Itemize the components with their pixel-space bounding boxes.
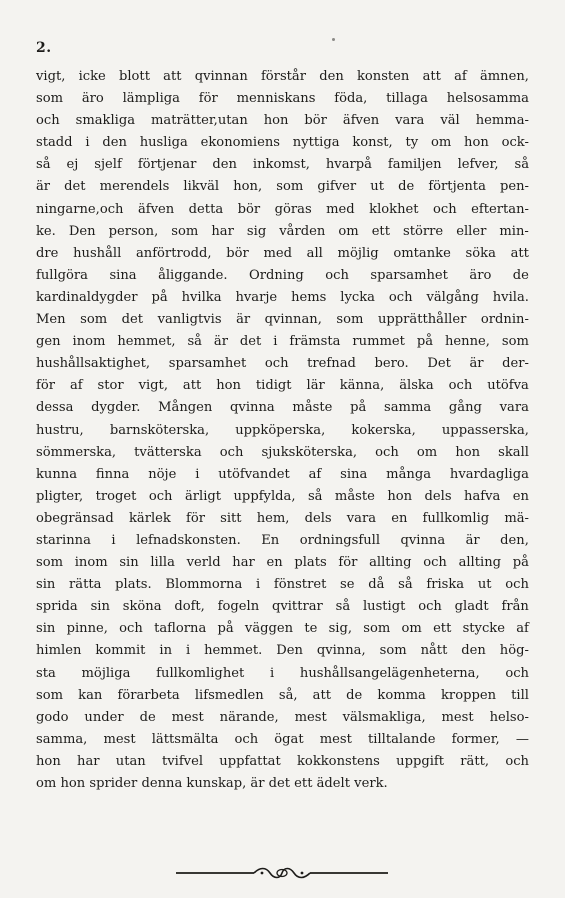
text-line: obegränsad kärlek för sitt hem, dels vara en fullkomlig mä- [36, 510, 529, 526]
text-line: pligter, troget och ärligt uppfylda, så måste hon dels hafva en [36, 488, 529, 504]
text-line: samma, mest lättsmälta och ögat mest tilltalande former, — [36, 731, 529, 747]
text-line: fullgöra sina åliggande. Ordning och sparsamhet äro de [36, 267, 529, 283]
text-line: gen inom hemmet, så är det i främsta rummet på henne, som [36, 334, 529, 350]
text-line: som kan förarbeta lifsmedlen så, att de komma kroppen till [36, 687, 529, 703]
text-line: sin pinne, och taflorna på väggen te sig, som om ett stycke af [36, 621, 529, 637]
text-line: ningarne,och äfven detta bör göras med klokhet och eftertan- [36, 201, 529, 217]
text-line: godo under de mest närande, mest välsmakliga, mest helso- [36, 709, 529, 725]
printing-speck [332, 38, 335, 41]
text-line: kunna finna nöje i utöfvandet af sina många hvardagliga [36, 466, 529, 482]
text-line: som inom sin lilla verld har en plats för allting och allting på [36, 555, 529, 571]
text-line: Men som det vanligtvis är qvinnan, som upprätthåller ordnin- [36, 312, 529, 328]
text-line: starinna i lefnadskonsten. En ordningsfull qvinna är den, [36, 532, 529, 548]
text-line: himlen kommit in i hemmet. Den qvinna, som nått den hög- [36, 643, 529, 659]
text-line: kardinaldygder på hvilka hvarje hems lycka och välgång hvila. [36, 289, 529, 305]
text-line: sta möjliga fullkomlighet i hushållsangelägenheterna, och [36, 665, 529, 681]
text-line: är det merendels likväl hon, som gifver ut de förtjenta pen- [36, 179, 529, 195]
text-line: sprida sin sköna doft, fogeln qvittrar så lustigt och gladt från [36, 599, 529, 615]
text-line: ke. Den person, som har sig vården om ett större eller min- [36, 223, 529, 239]
text-line: hustru, barnsköterska, uppköperska, kokerska, uppasserska, [36, 422, 529, 438]
text-line: och smakliga maträtter,utan hon bör äfven vara väl hemma- [36, 113, 529, 129]
body-text [36, 66, 529, 795]
text-line: dre hushåll anförtrodd, bör med all möjlig omtanke söka att [36, 245, 529, 261]
page-number: 2. [36, 40, 52, 56]
text-line: så ej sjelf förtjenar den inkomst, hvarpå familjen lefver, så [36, 157, 529, 173]
text-line: dessa dygder. Mången qvinna måste på samma gång vara [36, 400, 529, 416]
text-line: som äro lämpliga för menniskans föda, tillaga helsosamma [36, 91, 529, 107]
text-line: sömmerska, tvätterska och sjuksköterska, och om hon skall [36, 444, 529, 460]
text-line: stadd i den husliga ekonomiens nyttiga konst, ty om hon ock- [36, 135, 529, 151]
decorative-ornament-icon [172, 864, 392, 882]
text-line: om hon sprider denna kunskap, är det ett ädelt verk. [36, 776, 388, 791]
text-line: hon har utan tvifvel uppfattat kokkonstens uppgift rätt, och [36, 753, 529, 769]
text-line: hushållsaktighet, sparsamhet och trefnad bero. Det är der- [36, 356, 529, 372]
text-line: för af stor vigt, att hon tidigt lär känna, älska och utöfva [36, 378, 529, 394]
text-line: vigt, icke blott att qvinnan förstår den konsten att af ämnen, [36, 69, 529, 84]
text-line: sin rätta plats. Blommorna i fönstret se då så friska ut och [36, 577, 529, 593]
